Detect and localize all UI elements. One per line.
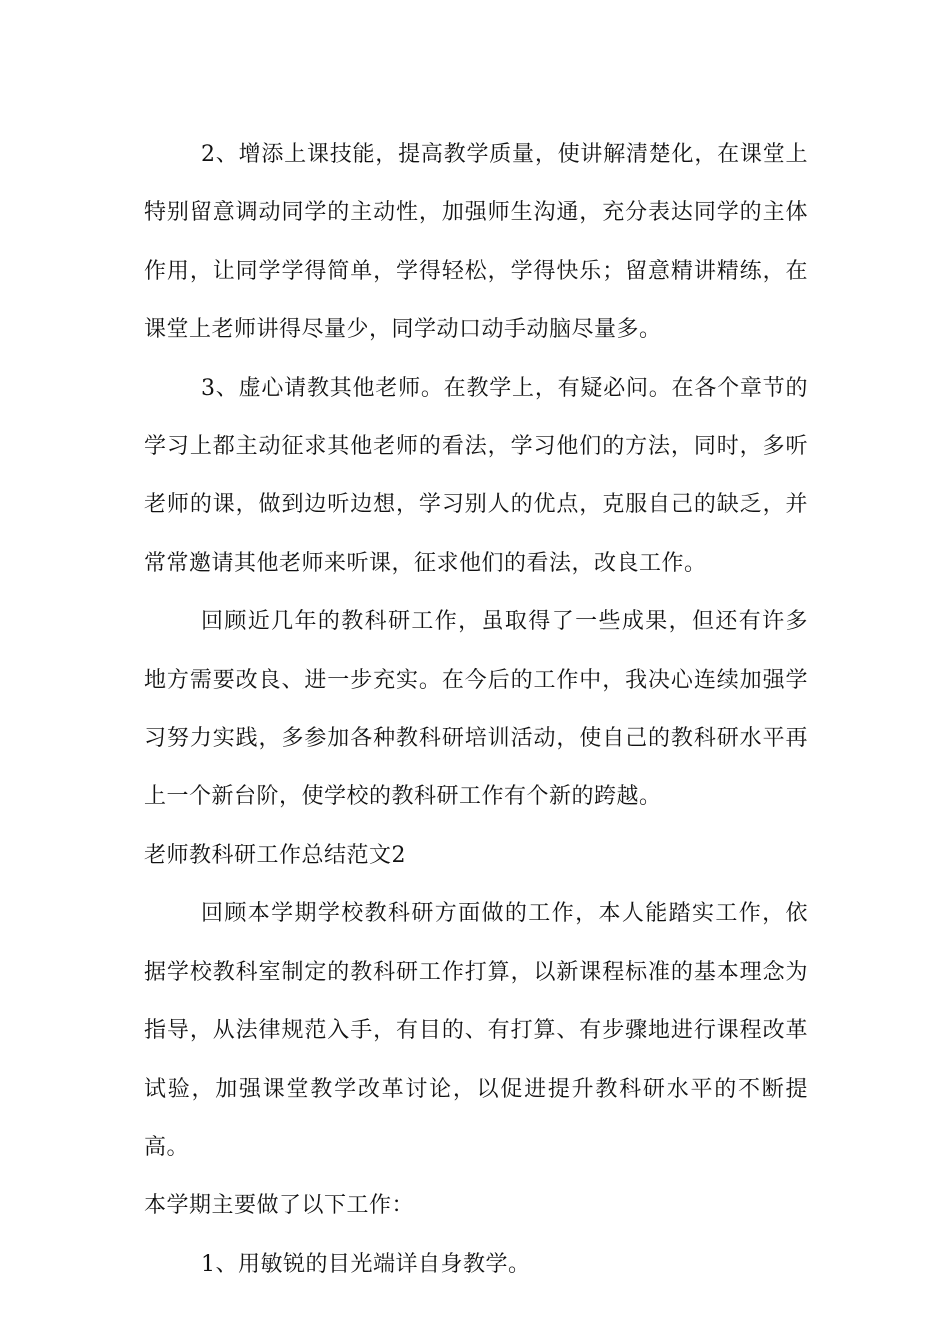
paragraph-item-2: 2、增添上课技能，提高教学质量，使讲解清楚化，在课堂上特别留意调动同学的主动性，加强师生沟通，充分表达同学的主体作用，让同学学得简单，学得轻松，学得快乐；留意精讲精练，在课堂上老师讲得尽量少，同学动口动手动脑尽量多。 xyxy=(144,142,808,343)
paragraph-semester-review: 回顾本学期学校教科研方面做的工作，本人能踏实工作，依据学校教科室制定的教科研工作打算，以新课程标准的基本理念为指导，从法律规范入手，有目的、有打算、有步骤地进行课程改革试验，加强课堂教学改革讨论，以促进提升教科研水平的不断提高。 xyxy=(144,901,808,1160)
paragraph-review: 回顾近几年的教科研工作，虽取得了一些成果，但还有许多地方需要改良、进一步充实。在今后的工作中，我决心连续加强学习努力实践，多参加各种教科研培训活动，使自己的教科研水平再上一个新台阶，使学校的教科研工作有个新的跨越。 xyxy=(144,609,808,810)
document-body xyxy=(144,126,808,1294)
paragraph-work-intro: 本学期主要做了以下工作： xyxy=(144,1193,415,1219)
paragraph-item-3: 3、虚心请教其他老师。在教学上，有疑必问。在各个章节的学习上都主动征求其他老师的看法，学习他们的方法，同时，多听老师的课，做到边听边想，学习别人的优点，克服自己的缺乏，并常常邀请其他老师来听课，征求他们的看法，改良工作。 xyxy=(144,375,808,576)
paragraph-item-1: 1、用敏锐的目光端详自身教学。 xyxy=(201,1251,531,1277)
section-heading: 老师教科研工作总结范文2 xyxy=(144,842,406,868)
